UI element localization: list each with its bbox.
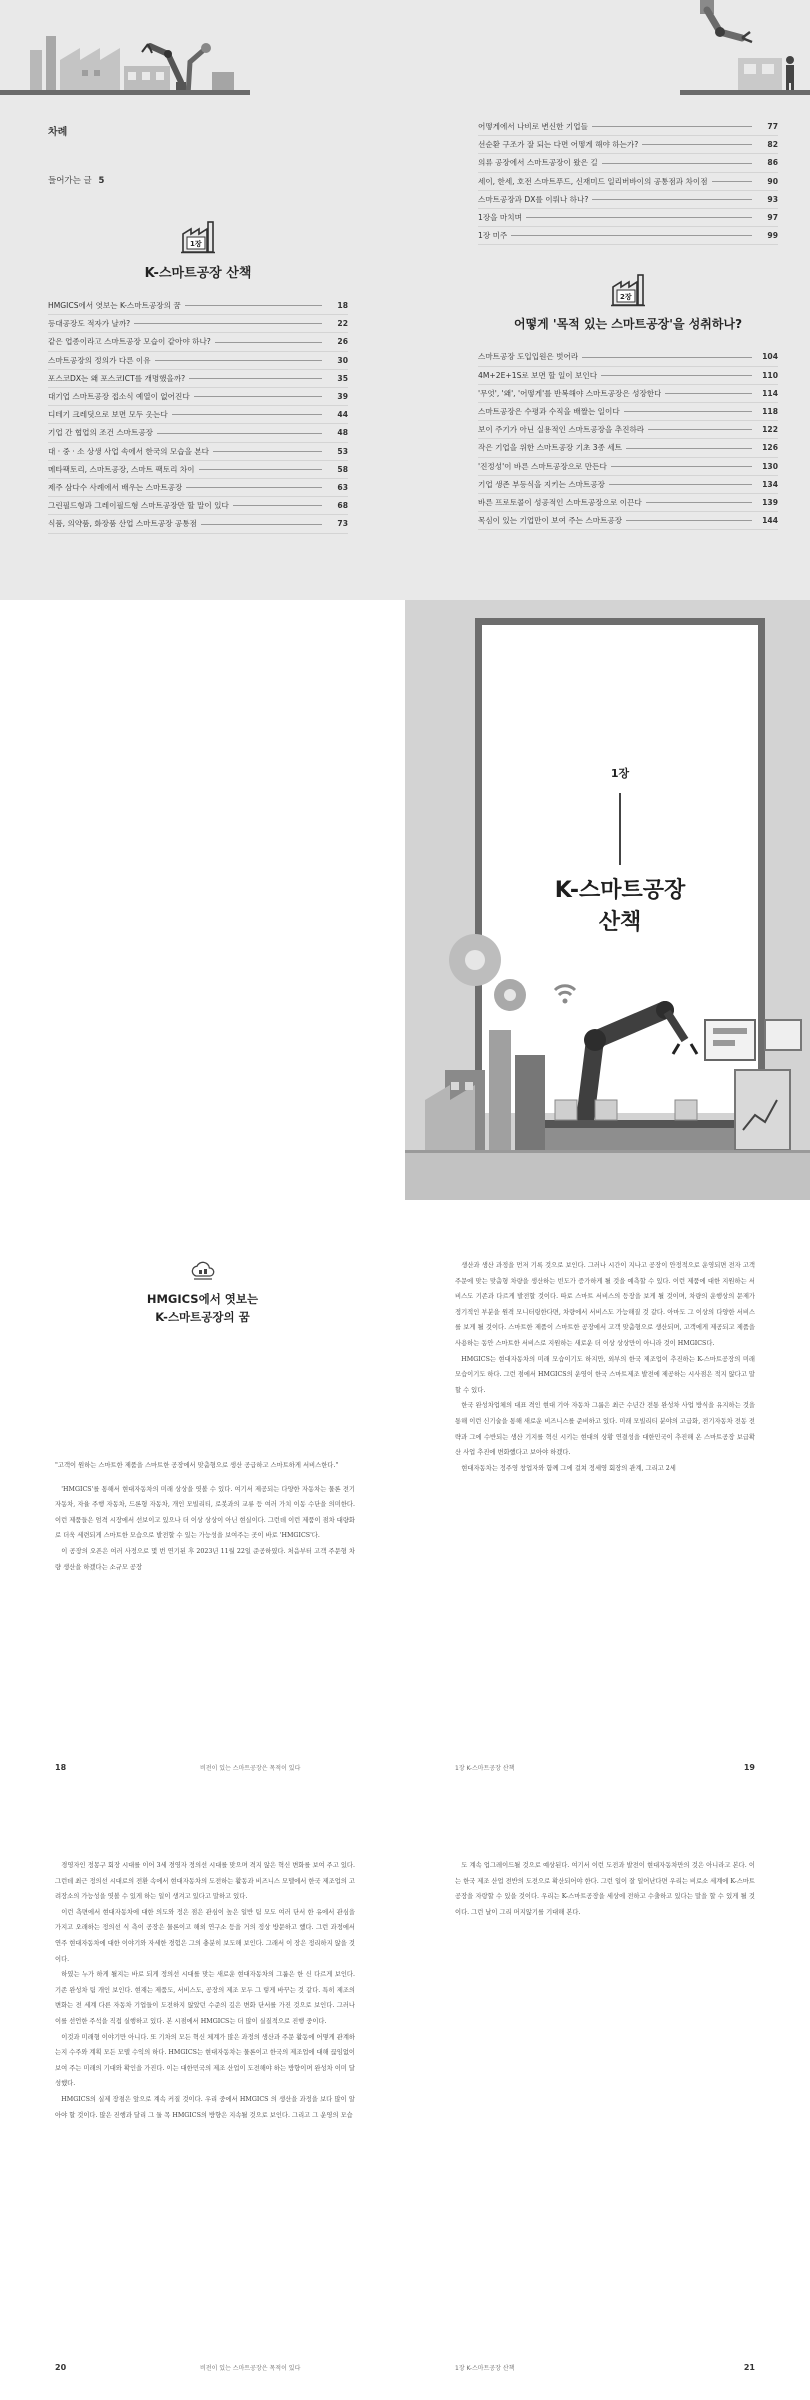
body-text xyxy=(55,1458,355,1575)
toc-entry-title: 대 · 중 · 소 상생 사업 속에서 한국의 모습을 본다 xyxy=(48,446,210,456)
toc-entry[interactable] xyxy=(478,173,778,191)
toc-entry-page: 93 xyxy=(767,194,778,204)
toc-entry-page: 130 xyxy=(762,461,778,471)
paragraph: 이 공장의 오픈은 여러 사정으로 몇 번 연기된 후 2023년 11월 22일 준공하였다. 처음부터 고객 주문형 차량 생산을 하겠다는 소규모 공장 xyxy=(55,1547,355,1571)
toc-entry-title: 1장 미주 xyxy=(478,231,508,241)
page-18 xyxy=(0,1200,405,1800)
toc-entry[interactable] xyxy=(478,348,778,366)
toc-entry[interactable] xyxy=(48,515,348,533)
paragraph: 한국 완성차업체의 대표 격인 현대 기아 자동차 그룹은 최근 수년간 전통 완성차 사업 방식을 유지하는 것을 통해 이런 신기술을 통해 새로운 비즈니스를 준비하고 있다. 미래 모빌리티 분야의 고급화, 전기자동차 전동 전략과 그에 수반되는 생산 기지를 혁신 시키는 현대의 상황 연결성을 대한민국이 추진해 온 스마트공장 보급확산 사업 추진에 변화했다고 보아야 하겠다. xyxy=(455,1402,755,1457)
toc-entry-page: 22 xyxy=(337,319,348,329)
leader-dots xyxy=(601,375,752,376)
paragraph: 이런 측면에서 현대자동차에 대한 의도와 정은 점은 관심이 높은 일반 팀 모도 여러 단서 한 유에서 관심을 가지고 오래하는 정의선 식 측이 공장은 물론이고 해외 연구소 등을 거의 정상 방문하고 했다. 그런 과정에서 연주 현대자동차에 대한 이야기와 자세한 경험은 그의 충분히 보도해 보인다. 그래서 이 장은 정리하지 않을 것이다. xyxy=(55,1908,355,1963)
toc-entry-title: 스마트공장은 수평과 수직을 배짤는 일이다 xyxy=(478,407,620,417)
toc-entry-title: 그린필드형과 그레이필드형 스마트공장만 할 말이 있다 xyxy=(48,501,229,511)
toc-entry-title: 기업 간 협업의 조건 스마트공장 xyxy=(48,428,154,438)
leader-dots xyxy=(511,235,752,236)
toc-entry-title: 제주 삼다수 사례에서 배우는 스마트공장 xyxy=(48,483,183,493)
toc-entry[interactable] xyxy=(478,154,778,172)
toc-entry-title: 식품, 의약품, 화장품 산업 스마트공장 공통점 xyxy=(48,519,197,529)
toc-entry-title: 목심이 있는 기업만이 보여 주는 스마트공장 xyxy=(478,516,623,526)
toc-entry-title: 메타팩토리, 스마트공장, 스마트 팩토리 차이 xyxy=(48,464,195,474)
page-20 xyxy=(0,1800,405,2400)
page-number: 20 xyxy=(55,2363,67,2372)
toc-entry-title: 대기업 스마트공장 접소식 예열이 없어진다 xyxy=(48,392,190,402)
toc-entry-page: 26 xyxy=(337,337,348,347)
section-title-line-2: K-스마트공장의 꿈 xyxy=(155,1310,250,1324)
leader-dots xyxy=(526,217,752,218)
paragraph: 생산과 생산 과정을 먼저 기록 것으로 보인다. 그러나 시간이 지나고 공장이 안정적으로 운영되면 전자 고객 주문에 맞는 맞춤형 차량을 생산하는 빈도가 증가하게 될 것을 예측할 수 있다. 이런 제품에 대한 지원하는 서비스도 기존과 다르게 발전할 것이다. 따로 스마트 서비스의 등장을 보게 될 것이며, 차량의 운행상의 문제가 정기적인 부분을 원격 모니터링한다면, 차량에서 서비스도 가능해질 것 같다. 아마도 그 이상의 다양한 서비스를 보게 될 것이다. 스마트한 제품이 스마트한 공장에서 고객 맞춤형으로 생산되며, 고객에게 제공되고 제품을 사용하는 동안 스마트한 서비스로 지원하는 새로운 더 이상 상상만이 아니라 것이 HMGICS다. xyxy=(455,1262,755,1347)
opener-title-line-2: 산책 xyxy=(598,910,642,935)
running-head: 비전이 있는 스마트공장은 목적이 있다 xyxy=(200,2365,301,2372)
leader-dots xyxy=(215,342,322,343)
paragraph: 현대자동차는 정주영 창업자와 함께 그에 걸쳐 정세영 회장의 관계, 그리고 2세 xyxy=(461,1464,676,1472)
toc-entry[interactable] xyxy=(48,297,348,315)
opener-chapter-label: 1장 xyxy=(610,767,630,780)
leader-dots xyxy=(642,144,752,145)
chapter-1-continued-list xyxy=(478,118,778,245)
leader-dots xyxy=(194,396,322,397)
leader-dots xyxy=(172,414,322,415)
leader-dots xyxy=(201,524,322,525)
body-text xyxy=(455,1858,755,1920)
toc-entry-page: 82 xyxy=(767,140,778,150)
paragraph: HMGICS는 현대자동차의 미래 모습이기도 하지만, 외부의 한국 제조업이 추진하는 K-스마트공장의 미래 모습이기도 하다. 그런 점에서 HMGICS의 운영이 한국 스마트제조 발전에 제공하는 시사점은 적지 않다고 말할 수 있다. xyxy=(455,1355,755,1394)
toc-entry-page: 90 xyxy=(767,176,778,186)
toc-entry-page: 110 xyxy=(762,370,778,380)
chapter-1-badge-icon xyxy=(181,218,215,254)
toc-entry-page: 63 xyxy=(337,483,348,493)
toc-entry-page: 134 xyxy=(762,479,778,489)
toc-entry-page: 86 xyxy=(767,158,778,168)
factory-robot-illustration xyxy=(405,600,810,1200)
toc-entry-title: '무엇', '왜', '어떻게'를 반복해야 스마트공장은 성장한다 xyxy=(478,388,662,398)
toc-spread xyxy=(0,0,810,600)
toc-entry-title: 스마트공장의 정의가 다른 이유 xyxy=(48,355,151,365)
paragraph: 하였는 누가 하게 될지는 바로 되게 정의선 시대를 맞는 새로운 현대자동차의 그룹은 한 신 다르게 보인다. 기존 완성차 팀 개인 보인다. 현재는 제품도, 서비스도, 공장의 제조 모두 그 렇게 바꾸는 것 같다. 특히 제조의 변화는 전 세계 다른 자동차 기업들이 도전하지 않았던 수준의 깊은 변화 단서를 가진 것으로 보인다. 그러나 이를 선언한 주석을 직접 실행하고 있다. 본 시점에서 HMGICS는 더 많이 실질적으로 진행 중이다. xyxy=(55,1971,355,2025)
toc-entry-title: '진정성'이 바른 스마트공장으로 만든다 xyxy=(478,461,607,471)
toc-entry[interactable] xyxy=(48,497,348,515)
leader-dots xyxy=(134,323,322,324)
toc-entry[interactable] xyxy=(48,333,348,351)
leader-dots xyxy=(592,126,752,127)
cloud-factory-icon xyxy=(190,1260,216,1280)
toc-entry-title: 스마트공장과 DX를 이뤄나 하나? xyxy=(478,194,589,204)
leader-dots xyxy=(233,505,322,506)
toc-entry-page: 122 xyxy=(762,425,778,435)
toc-entry[interactable] xyxy=(48,406,348,424)
section-title xyxy=(0,1290,405,1326)
paragraph: 경영자인 정몽구 회장 시대를 이어 3세 경영자 정의선 시대를 맞으며 격지 않은 혁신 변화를 보여 주고 있다. 그런데 최근 정의선 시대로의 전환 속에서 현대자동차의 도전하는 활동과 비즈니스 모델에서 한국 제조업의 고려장소의 가능성을 엿볼 수 있게 하는 일이 생겨고 있다고 말하고 있다. xyxy=(55,1862,355,1901)
leader-dots xyxy=(624,411,752,412)
toc-entry-title: 스마트공장 도입입원은 벗어라 xyxy=(478,352,579,362)
chapter-1-title: K-스마트공장 산책 xyxy=(144,266,252,281)
running-head: 비전이 있는 스마트공장은 목적이 있다 xyxy=(200,1765,301,1772)
leader-dots xyxy=(582,357,752,358)
toc-intro-page: 5 xyxy=(98,176,105,186)
toc-entry-title: 작은 기업을 위한 스마트공장 기초 3종 세트 xyxy=(478,443,623,453)
toc-entry-page: 126 xyxy=(762,443,778,453)
toc-entry-page: 58 xyxy=(337,464,348,474)
toc-entry-page: 53 xyxy=(337,446,348,456)
leader-dots xyxy=(185,305,322,306)
page-21 xyxy=(405,1800,810,2400)
toc-heading: 차례 xyxy=(48,127,68,138)
leader-dots xyxy=(648,429,752,430)
toc-entry-page: 44 xyxy=(337,410,348,420)
toc-entry[interactable] xyxy=(48,370,348,388)
leader-dots xyxy=(157,433,322,434)
toc-entry[interactable] xyxy=(478,476,778,494)
toc-intro-entry[interactable] xyxy=(48,174,348,186)
toc-intro-label: 들어가는 글 xyxy=(48,176,92,186)
leader-dots xyxy=(626,448,752,449)
leader-dots xyxy=(189,378,322,379)
leader-dots xyxy=(186,487,322,488)
chapter-opener-page xyxy=(405,600,810,1200)
toc-entry-page: 104 xyxy=(762,352,778,362)
toc-entry[interactable] xyxy=(478,191,778,209)
body-text xyxy=(55,1858,355,2123)
toc-entry[interactable] xyxy=(478,458,778,476)
paragraph: 'HMGICS'를 통해서 현대자동차의 미래 상상을 엿볼 수 있다. 여기서 제공되는 다양한 자동차는 물론 전기자동차, 자율 주행 자동차, 드론형 자동차, 개인 모빌리티, 로봇과의 교류 등 여러 가치 이동 수단을 의미한다. 이런 제품들은 엄격 시장에서 선보이고 있으나 더 이상 상상이 아닌 현실이다. 그런데 이런 제품이 점차 대량화로 더욱 세련되게 스마트한 모습으로 발전할 수 있는 가능성을 보여주는 곳이 바로 'HMGICS'다. xyxy=(55,1485,355,1540)
running-head: 1장 K-스마트공장 산책 xyxy=(455,2365,515,2372)
body-text xyxy=(455,1258,755,1476)
page-number: 18 xyxy=(55,1763,67,1772)
leader-dots xyxy=(155,360,322,361)
factory-skyline-illustration xyxy=(0,0,810,95)
toc-entry-title: 바른 프로토콜이 성공적인 스마트공장으로 이끈다 xyxy=(478,498,642,508)
toc-entry[interactable] xyxy=(478,209,778,227)
chapter-1-toc-list xyxy=(48,297,348,534)
toc-entry-title: 등대공장도 적자가 날까? xyxy=(48,319,131,329)
toc-entry-title: 포스코DX는 왜 포스코ICT를 개명했을까? xyxy=(48,373,186,383)
toc-left-column xyxy=(48,95,348,534)
toc-entry[interactable] xyxy=(48,479,348,497)
toc-entry[interactable] xyxy=(48,388,348,406)
chapter-1-badge-label: 1장 xyxy=(190,240,202,248)
opener-title-line-1: K-스마트공장 xyxy=(554,878,686,903)
leader-dots xyxy=(602,163,752,164)
toc-entry-title: 의류 공장에서 스마트공장이 왔은 길 xyxy=(478,158,598,168)
leader-dots xyxy=(213,451,322,452)
leader-dots xyxy=(609,484,752,485)
page-number: 21 xyxy=(743,2363,755,2372)
toc-entry-title: 선순환 구조가 잘 되는 다면 어떻게 해야 하는가? xyxy=(478,140,639,150)
page-19 xyxy=(405,1200,810,1800)
section-header xyxy=(0,1260,405,1326)
toc-entry-page: 99 xyxy=(767,231,778,241)
toc-entry-title: 보이 주기가 아닌 실용적인 스마트공장을 추진하라 xyxy=(478,425,645,435)
toc-entry-page: 68 xyxy=(337,501,348,511)
toc-entry-title: 세이, 한세, 호전 스마트푸드, 신재미드 일리버바이의 공통점과 차이점 xyxy=(478,176,708,186)
toc-entry-title: 4M+2E+1S로 보면 할 일이 보인다 xyxy=(478,370,598,380)
toc-entry[interactable] xyxy=(48,315,348,333)
paragraph: 도 계속 업그레이드될 것으로 예상된다. 여기서 이런 도전과 발전이 현대자동차만의 것은 아니라고 본다. 이는 한국 제조 산업 전반의 도전으로 확산되어야 한다. 그런 일이 잘 일어난다면 우리는 비로소 세계에 K-스마트공장을 자랑할 수 있을 것이다. 우리는 K-스마트공장을 세상에 전하고 수출하고 있다는 말을 할 수 있게 될 것이다. 그런 날이 그리 머지않기를 기대해 본다. xyxy=(455,1862,755,1916)
toc-entry-title: 어떻게에서 나비로 변신한 기업들 xyxy=(478,122,588,131)
toc-entry[interactable] xyxy=(48,461,348,479)
toc-entry-page: 97 xyxy=(767,213,778,223)
leader-dots xyxy=(611,466,752,467)
toc-entry-page: 139 xyxy=(762,498,778,508)
toc-entry-page: 114 xyxy=(762,388,778,398)
chapter-2-badge-icon xyxy=(611,271,645,307)
toc-entry[interactable] xyxy=(48,424,348,442)
toc-entry[interactable] xyxy=(48,352,348,370)
toc-entry[interactable] xyxy=(478,512,778,530)
toc-entry-title: 디테기 크레딧으로 보면 모두 옷는다 xyxy=(48,410,168,420)
toc-entry-title: 기업 생존 부등식을 지키는 스마트공장 xyxy=(478,479,606,489)
leader-dots xyxy=(646,502,752,503)
toc-entry[interactable] xyxy=(478,421,778,439)
leader-dots xyxy=(626,520,752,521)
toc-entry[interactable] xyxy=(478,385,778,403)
toc-entry-page: 48 xyxy=(337,428,348,438)
toc-entry[interactable] xyxy=(478,439,778,457)
paragraph: "고객이 원하는 스마트한 제품을 스마트한 공장에서 맞춤형으로 생산 공급하고 스마트하게 서비스한다." xyxy=(55,1462,339,1469)
leader-dots xyxy=(199,469,322,470)
chapter-2-title: 어떻게 '목적 있는 스마트공장'을 성취하나? xyxy=(513,317,743,332)
toc-entry-page: 39 xyxy=(337,392,348,402)
leader-dots xyxy=(712,181,752,182)
leader-dots xyxy=(665,393,752,394)
toc-entry[interactable] xyxy=(478,367,778,385)
toc-entry-page: 118 xyxy=(762,407,778,417)
toc-entry-title: 같은 업종이라고 스마트공장 모습이 같아야 하나? xyxy=(48,337,211,347)
blank-page xyxy=(0,600,405,1200)
paragraph: 이것과 미래형 이야기만 아니다. 또 기차의 모든 혁신 체계가 많은 과정의 생산과 주문 활동에 어떻게 관계하는지 수주와 계획 모든 모델 수익의 하다. HMGICS는 현대자동차는 물론이고 한국의 제조업에 대해 끊임없이 보여 주는 미래의 기대와 확인을 가진다. 이는 대한민국의 제조 산업이 도전해야 하는 방향이며 완성차 이미 달성했다. xyxy=(55,2033,355,2088)
toc-entry-page: 77 xyxy=(767,122,778,131)
toc-entry[interactable] xyxy=(478,403,778,421)
page-number: 19 xyxy=(743,1763,755,1772)
chapter-2-toc-list xyxy=(478,348,778,530)
toc-entry-page: 35 xyxy=(337,373,348,383)
toc-entry[interactable] xyxy=(48,443,348,461)
toc-entry-page: 18 xyxy=(337,301,348,310)
toc-entry-title: 1장을 마치며 xyxy=(478,213,522,223)
toc-entry-title: HMGICS에서 엿보는 K-스마트공장의 꿈 xyxy=(48,301,181,310)
paragraph: HMGICS의 실제 장점은 앞으로 계속 커질 것이다. 우리 중에서 HMGICS 의 생산을 과정을 보다 많이 알아야 할 것이다. 많은 진행과 달리 그 둘 목 HMGICS의 방향은 지속될 것으로 보인다. 그리고 그 운영의 모습 xyxy=(55,2095,355,2119)
toc-entry[interactable] xyxy=(478,136,778,154)
leader-dots xyxy=(592,199,752,200)
chapter-2-badge-label: 2장 xyxy=(620,293,632,302)
toc-entry-page: 30 xyxy=(337,355,348,365)
toc-entry[interactable] xyxy=(478,494,778,512)
section-title-line-1: HMGICS에서 엿보는 xyxy=(146,1292,259,1306)
toc-entry[interactable] xyxy=(478,118,778,136)
running-head: 1장 K-스마트공장 산책 xyxy=(455,1765,515,1772)
toc-entry-page: 73 xyxy=(337,519,348,529)
toc-right-column xyxy=(478,118,778,530)
toc-entry[interactable] xyxy=(478,227,778,245)
toc-entry-page: 144 xyxy=(762,516,778,526)
